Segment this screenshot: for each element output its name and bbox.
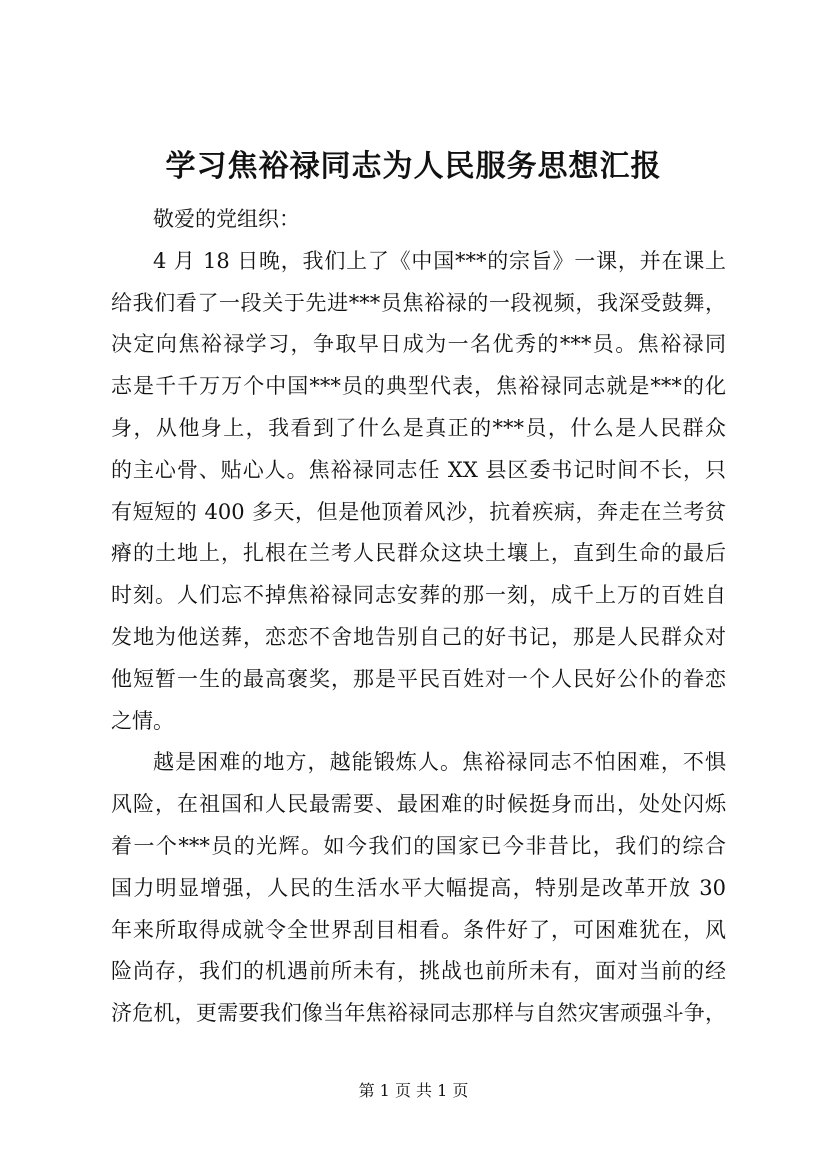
paragraph-line: 年来所取得成就令全世界刮目相看。条件好了，可困难犹在，风 <box>111 917 726 942</box>
paragraph-line: 国力明显增强，人民的生活水平大幅提高，特别是改革开放 30 <box>111 875 726 900</box>
paragraph-line: 有短短的 400 多天，但是他顶着风沙，抗着疾病，奔走在兰考贫 <box>111 499 726 524</box>
paragraph-line: 发地为他送葬，恋恋不舍地告别自己的好书记，那是人民群众对 <box>111 624 726 649</box>
page-number-footer: 第 1 页 共 1 页 <box>358 1081 469 1100</box>
paragraph-line: 身，从他身上，我看到了什么是真正的***员，什么是人民群众 <box>111 415 726 440</box>
paragraph-line: 的主心骨、贴心人。焦裕禄同志任 XX 县区委书记时间不长，只 <box>111 457 726 482</box>
paragraph-line: 济危机，更需要我们像当年焦裕禄同志那样与自然灾害顽强斗争， <box>111 1001 726 1026</box>
paragraph-line: 越是困难的地方，越能锻炼人。焦裕禄同志不怕困难，不惧 <box>153 750 726 775</box>
paragraph-line: 瘠的土地上，扎根在兰考人民群众这块土壤上，直到生命的最后 <box>111 541 726 566</box>
paragraph-line: 决定向焦裕禄学习，争取早日成为一名优秀的***员。焦裕禄同 <box>111 332 726 357</box>
paragraph-line: 着一个***员的光辉。如今我们的国家已今非昔比，我们的综合 <box>111 833 726 858</box>
salutation: 敬爱的党组织： <box>153 207 300 231</box>
paragraph-line: 志是千千万万个中国***员的典型代表，焦裕禄同志就是***的化 <box>111 374 726 399</box>
paragraph-line: 4 月 18 日晚，我们上了《中国***的宗旨》一课，并在课上 <box>153 248 726 273</box>
document-body <box>111 199 726 1035</box>
paragraph-line: 时刻。人们忘不掉焦裕禄同志安葬的那一刻，成千上万的百姓自 <box>111 583 726 608</box>
paragraph-line: 风险，在祖国和人民最需要、最困难的时候挺身而出，处处闪烁 <box>111 792 726 817</box>
paragraph-line: 险尚存，我们的机遇前所未有，挑战也前所未有，面对当前的经 <box>111 959 726 984</box>
paragraph-line: 他短暂一生的最高褒奖，那是平民百姓对一个人民好公仆的眷恋 <box>111 666 726 691</box>
paragraph-line: 之情。 <box>111 708 174 733</box>
document-title: 学习焦裕禄同志为人民服务思想汇报 <box>165 149 662 184</box>
paragraph-line: 给我们看了一段关于先进***员焦裕禄的一段视频，我深受鼓舞， <box>111 290 726 315</box>
